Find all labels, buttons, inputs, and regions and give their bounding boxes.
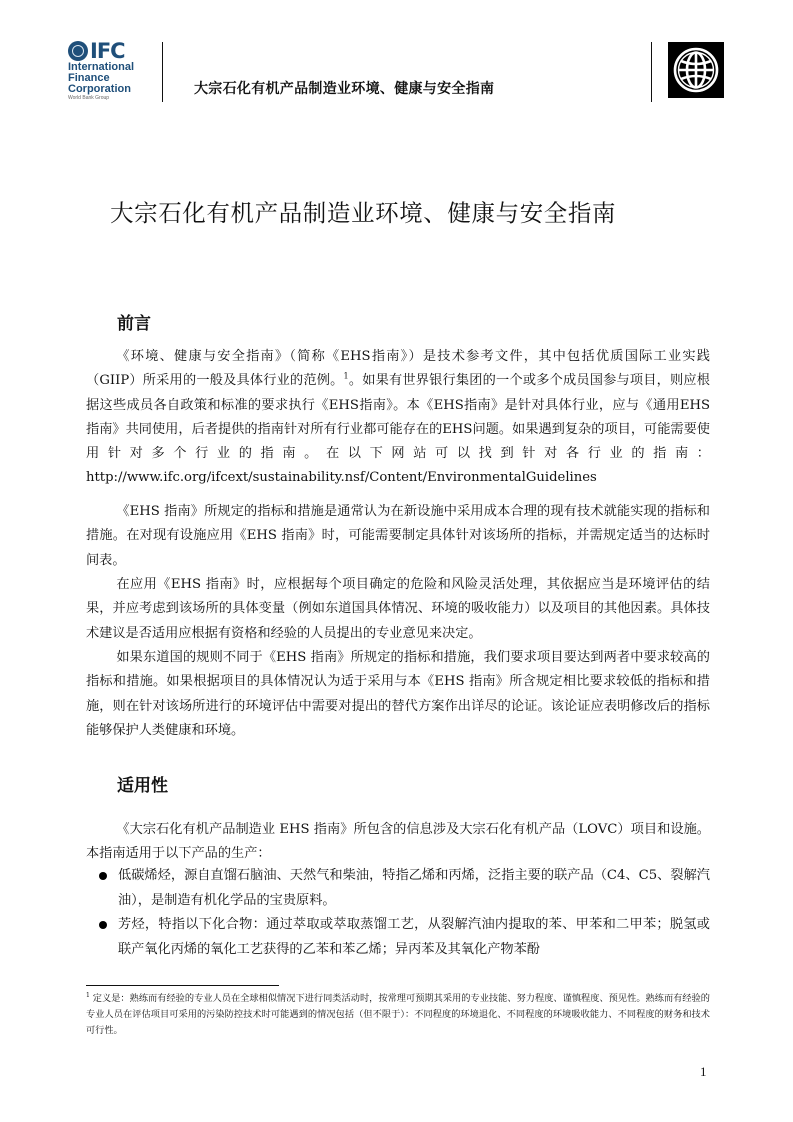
ifc-line-2: Finance <box>68 72 110 84</box>
section-heading-foreword: 前言 <box>117 314 151 334</box>
ifc-line-3: Corporation <box>68 83 131 95</box>
bullet-icon <box>99 921 107 929</box>
ifc-wordmark: IFC <box>90 39 125 63</box>
globe-grid-icon <box>668 42 724 98</box>
globe-icon <box>68 41 88 61</box>
paragraph: 《环境、健康与安全指南》（简称《EHS指南》）是技术参考文件，其中包括优质国际工业实践（GIIP）所采用的一般及具体行业的范例。$^1$。如果有世界银行集团的一个或多个成员国参与项目，则应根据这些成员各自政策和标准的要求执行《EHS指南》。本《EHS指南》是针对具体行业，应与《通用EHS指南》共同使用，后者提供的指南针对所有行业都可能存在的EHS问题。如果遇到复杂的项目，可能需要使用针对多个行业的指南。在以下网站可以找到针对各行业的指南：http://www.ifc.org/ifcext/sustainability.nsf/Content/EnvironmentalGuidelines <box>86 349 710 486</box>
product-list <box>86 864 710 962</box>
ifc-line-1: International <box>68 61 135 73</box>
footnote-divider <box>86 985 279 986</box>
document-title: 大宗石化有机产品制造业环境、健康与安全指南 <box>110 199 617 227</box>
ifc-logo <box>68 40 148 104</box>
list-item: 芳烃，特指以下化合物：通过萃取或萃取蒸馏工艺，从裂解汽油内提取的苯、甲苯和二甲苯；脱氢或联产氧化丙烯的氧化工艺获得的乙苯和苯乙烯；异丙苯及其氧化产物苯酚 <box>86 913 710 962</box>
footnote: $^1$ 定义是：熟练而有经验的专业人员在全球相似情况下进行同类活动时，按常理可预期其采用的专业技能、努力程度、谨慎程度、预见性。熟练而有经验的专业人员在评估项目可采用的污染防控技术时可能遇到的情况包括（但不限于）：不同程度的环境退化、不同程度的环境吸收能力、不同程度的财务和技术可行性。 <box>86 991 710 1036</box>
running-header-title: 大宗石化有机产品制造业环境、健康与安全指南 <box>194 81 495 97</box>
header-divider-left <box>162 42 163 102</box>
ifc-subline: World Bank Group <box>68 95 110 101</box>
section-heading-applicability: 适用性 <box>117 776 168 796</box>
page-number: 1 <box>700 1064 707 1079</box>
header-divider-right <box>651 42 652 102</box>
footnote-reference[interactable]: 1 <box>343 371 349 381</box>
paragraph: 如果东道国的规则不同于《EHS 指南》所规定的指标和措施，我们要求项目要达到两者中要求较高的指标和措施。如果根据项目的具体情况认为适于采用与本《EHS 指南》所含规定相比要求较低的指标和措施，则在针对该场所进行的环境评估中需要对提出的替代方案作出详尽的论证。该论证应表明修改后的指标能够保护人类健康和环境。 <box>86 650 710 738</box>
list-item: 低碳烯烃，源自直馏石脑油、天然气和柴油，特指乙烯和丙烯，泛指主要的联产品（C4、C5、裂解汽油），是制造有机化学品的宝贵原料。 <box>86 864 710 913</box>
paragraph: 在应用《EHS 指南》时，应根据每个项目确定的危险和风险灵活处理，其依据应当是环境评估的结果，并应考虑到该场所的具体变量（例如东道国具体情况、环境的吸收能力）以及项目的其他因素。具体技术建议是否适用应根据有资格和经验的人员提出的专业意见来决定。 <box>86 577 710 641</box>
page-header <box>0 0 793 110</box>
paragraph: 《大宗石化有机产品制造业 EHS 指南》所包含的信息涉及大宗石化有机产品（LOVC）项目和设施。本指南适用于以下产品的生产： <box>86 822 710 862</box>
bullet-icon <box>99 872 107 880</box>
footnote-marker: 1 <box>86 991 90 999</box>
paragraph: 《EHS 指南》所规定的指标和措施是通常认为在新设施中采用成本合理的现有技术就能实现的指标和措施。在对现有设施应用《EHS 指南》时，可能需要制定具体针对该场所的指标，并需规定适当的达标时间表。 <box>86 504 710 568</box>
world-bank-globe-icon <box>668 42 724 98</box>
